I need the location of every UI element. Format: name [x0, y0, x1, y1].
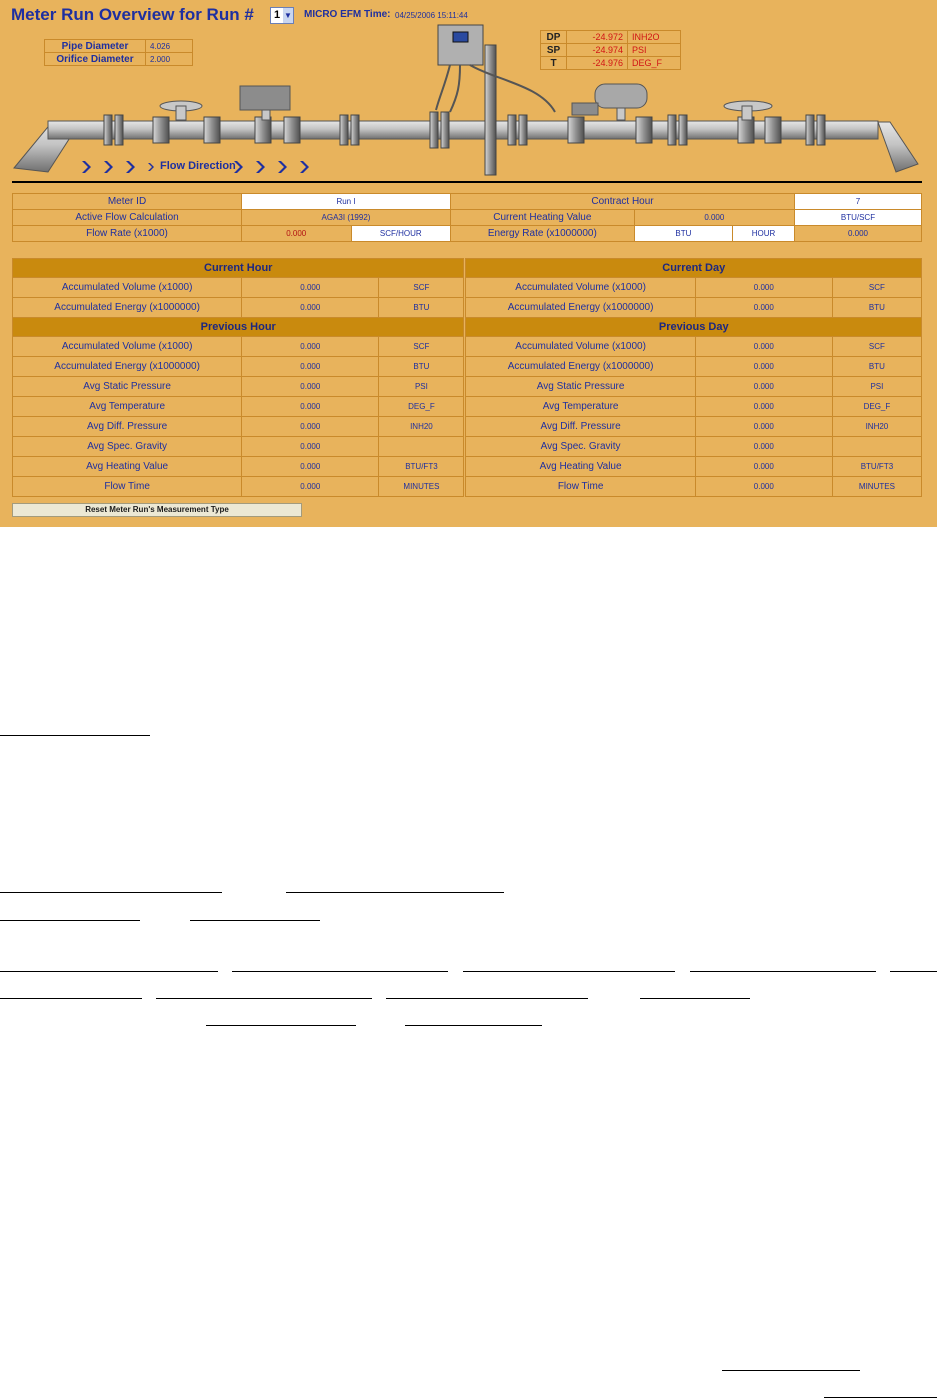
pd-row-value: 0.000 — [695, 457, 832, 477]
pd-row-value: 0.000 — [695, 437, 832, 457]
current-day-heading: Current Day — [466, 259, 922, 278]
energy-rate-unit-btu: BTU — [634, 226, 732, 242]
pd-row-unit: BTU/FT3 — [832, 457, 921, 477]
blank-line — [640, 998, 750, 999]
cd-row-label: Accumulated Volume (x1000) — [466, 278, 695, 298]
ph-row-unit: INH20 — [379, 417, 464, 437]
pd-row-unit: DEG_F — [832, 397, 921, 417]
ch-row-label: Accumulated Energy (x1000000) — [13, 298, 242, 318]
ph-row-unit: DEG_F — [379, 397, 464, 417]
active-flow-label: Active Flow Calculation — [13, 210, 242, 226]
ph-row-value: 0.000 — [242, 417, 379, 437]
contract-hour-value: 7 — [795, 194, 922, 210]
ph-row-unit — [379, 437, 464, 457]
heating-value-value: 0.000 — [634, 210, 794, 226]
meter-id-label: Meter ID — [13, 194, 242, 210]
ph-row-value: 0.000 — [242, 437, 379, 457]
energy-rate-unit-hour: HOUR — [733, 226, 795, 242]
ch-row-label: Accumulated Volume (x1000) — [13, 278, 242, 298]
dp-unit: INH2O — [628, 31, 681, 44]
orifice-diameter-label: Orifice Diameter — [45, 53, 146, 66]
pd-row-value: 0.000 — [695, 397, 832, 417]
ph-row-label: Accumulated Volume (x1000) — [13, 337, 242, 357]
flow-rate-label: Flow Rate (x1000) — [13, 226, 242, 242]
pd-row-unit: PSI — [832, 377, 921, 397]
pd-row-unit: MINUTES — [832, 477, 921, 497]
energy-rate-label: Energy Rate (x1000000) — [451, 226, 635, 242]
ph-row-value: 0.000 — [242, 357, 379, 377]
previous-day-heading: Previous Day — [466, 318, 922, 337]
ph-row-unit: SCF — [379, 337, 464, 357]
pd-row-label: Flow Time — [466, 477, 695, 497]
ph-row-label: Avg Temperature — [13, 397, 242, 417]
heating-value-unit: BTU/SCF — [795, 210, 922, 226]
pd-row-value: 0.000 — [695, 377, 832, 397]
sp-label: SP — [541, 44, 567, 57]
blank-line — [0, 735, 150, 736]
pd-row-value: 0.000 — [695, 337, 832, 357]
orifice-diameter-value: 2.000 — [146, 53, 193, 66]
blank-line — [156, 998, 372, 999]
cd-row-label: Accumulated Energy (x1000000) — [466, 298, 695, 318]
meter-info-table — [12, 193, 922, 242]
sp-value: -24.974 — [567, 44, 628, 57]
cd-row-unit: BTU — [832, 298, 921, 318]
ph-row-label: Accumulated Energy (x1000000) — [13, 357, 242, 377]
current-hour-heading: Current Hour — [13, 259, 464, 278]
ph-row-value: 0.000 — [242, 477, 379, 497]
flow-direction-label: Flow Direction — [160, 160, 236, 172]
pd-row-label: Accumulated Volume (x1000) — [466, 337, 695, 357]
ph-row-value: 0.000 — [242, 457, 379, 477]
blank-line — [0, 920, 140, 921]
blank-line — [722, 1370, 860, 1371]
pd-row-label: Avg Diff. Pressure — [466, 417, 695, 437]
pipe-diameter-value: 4.026 — [146, 40, 193, 53]
ch-row-value: 0.000 — [242, 298, 379, 318]
blank-line — [405, 1025, 542, 1026]
pd-row-value: 0.000 — [695, 417, 832, 437]
blank-line — [232, 971, 448, 972]
flow-rate-unit: SCF/HOUR — [351, 226, 450, 242]
energy-rate-value: 0.000 — [795, 226, 922, 242]
ph-row-label: Avg Spec. Gravity — [13, 437, 242, 457]
meter-run-panel — [0, 0, 937, 527]
ch-row-value: 0.000 — [242, 278, 379, 298]
pd-row-label: Avg Static Pressure — [466, 377, 695, 397]
pd-row-unit — [832, 437, 921, 457]
blank-line — [0, 892, 222, 893]
pd-row-label: Accumulated Energy (x1000000) — [466, 357, 695, 377]
pd-row-label: Avg Heating Value — [466, 457, 695, 477]
contract-hour-label: Contract Hour — [451, 194, 795, 210]
run-select-value: 1 — [274, 9, 281, 21]
meter-id-value: Run I — [242, 194, 451, 210]
divider — [12, 181, 922, 183]
pd-row-value: 0.000 — [695, 477, 832, 497]
cd-row-value: 0.000 — [695, 278, 832, 298]
pd-row-unit: SCF — [832, 337, 921, 357]
blank-line — [890, 971, 937, 972]
blank-line — [206, 1025, 356, 1026]
flow-rate-value: 0.000 — [242, 226, 352, 242]
ph-row-label: Avg Static Pressure — [13, 377, 242, 397]
blank-line — [190, 920, 320, 921]
ph-row-value: 0.000 — [242, 397, 379, 417]
blank-line — [463, 971, 675, 972]
heating-value-label: Current Heating Value — [451, 210, 635, 226]
ch-row-unit: BTU — [379, 298, 464, 318]
pd-row-value: 0.000 — [695, 357, 832, 377]
blank-line — [690, 971, 876, 972]
t-value: -24.976 — [567, 57, 628, 70]
blank-line — [386, 998, 588, 999]
cd-row-unit: SCF — [832, 278, 921, 298]
dp-value: -24.972 — [567, 31, 628, 44]
ph-row-label: Avg Heating Value — [13, 457, 242, 477]
pipeline-diagram — [0, 0, 937, 182]
previous-hour-heading: Previous Hour — [13, 318, 464, 337]
ph-row-value: 0.000 — [242, 377, 379, 397]
reset-measurement-type-button[interactable]: Reset Meter Run's Measurement Type — [12, 503, 302, 517]
ph-row-unit: BTU — [379, 357, 464, 377]
t-unit: DEG_F — [628, 57, 681, 70]
ph-row-unit: BTU/FT3 — [379, 457, 464, 477]
blank-line — [0, 998, 142, 999]
ph-row-unit: PSI — [379, 377, 464, 397]
dp-label: DP — [541, 31, 567, 44]
chevron-down-icon[interactable]: ▼ — [283, 8, 293, 23]
ch-row-unit: SCF — [379, 278, 464, 298]
pd-row-unit: INH20 — [832, 417, 921, 437]
efm-time-label: MICRO EFM Time: — [304, 9, 391, 20]
efm-time-value: 04/25/2006 15:11:44 — [395, 11, 468, 20]
pd-row-label: Avg Spec. Gravity — [466, 437, 695, 457]
cd-row-value: 0.000 — [695, 298, 832, 318]
t-label: T — [541, 57, 567, 70]
ph-row-unit: MINUTES — [379, 477, 464, 497]
blank-line — [286, 892, 504, 893]
page-title: Meter Run Overview for Run # — [11, 5, 254, 24]
sp-unit: PSI — [628, 44, 681, 57]
ph-row-label: Flow Time — [13, 477, 242, 497]
active-flow-value: AGA3I (1992) — [242, 210, 451, 226]
pipe-diameter-label: Pipe Diameter — [45, 40, 146, 53]
ph-row-value: 0.000 — [242, 337, 379, 357]
accumulation-table — [12, 258, 922, 497]
pd-row-label: Avg Temperature — [466, 397, 695, 417]
blank-line — [0, 971, 218, 972]
pd-row-unit: BTU — [832, 357, 921, 377]
ph-row-label: Avg Diff. Pressure — [13, 417, 242, 437]
